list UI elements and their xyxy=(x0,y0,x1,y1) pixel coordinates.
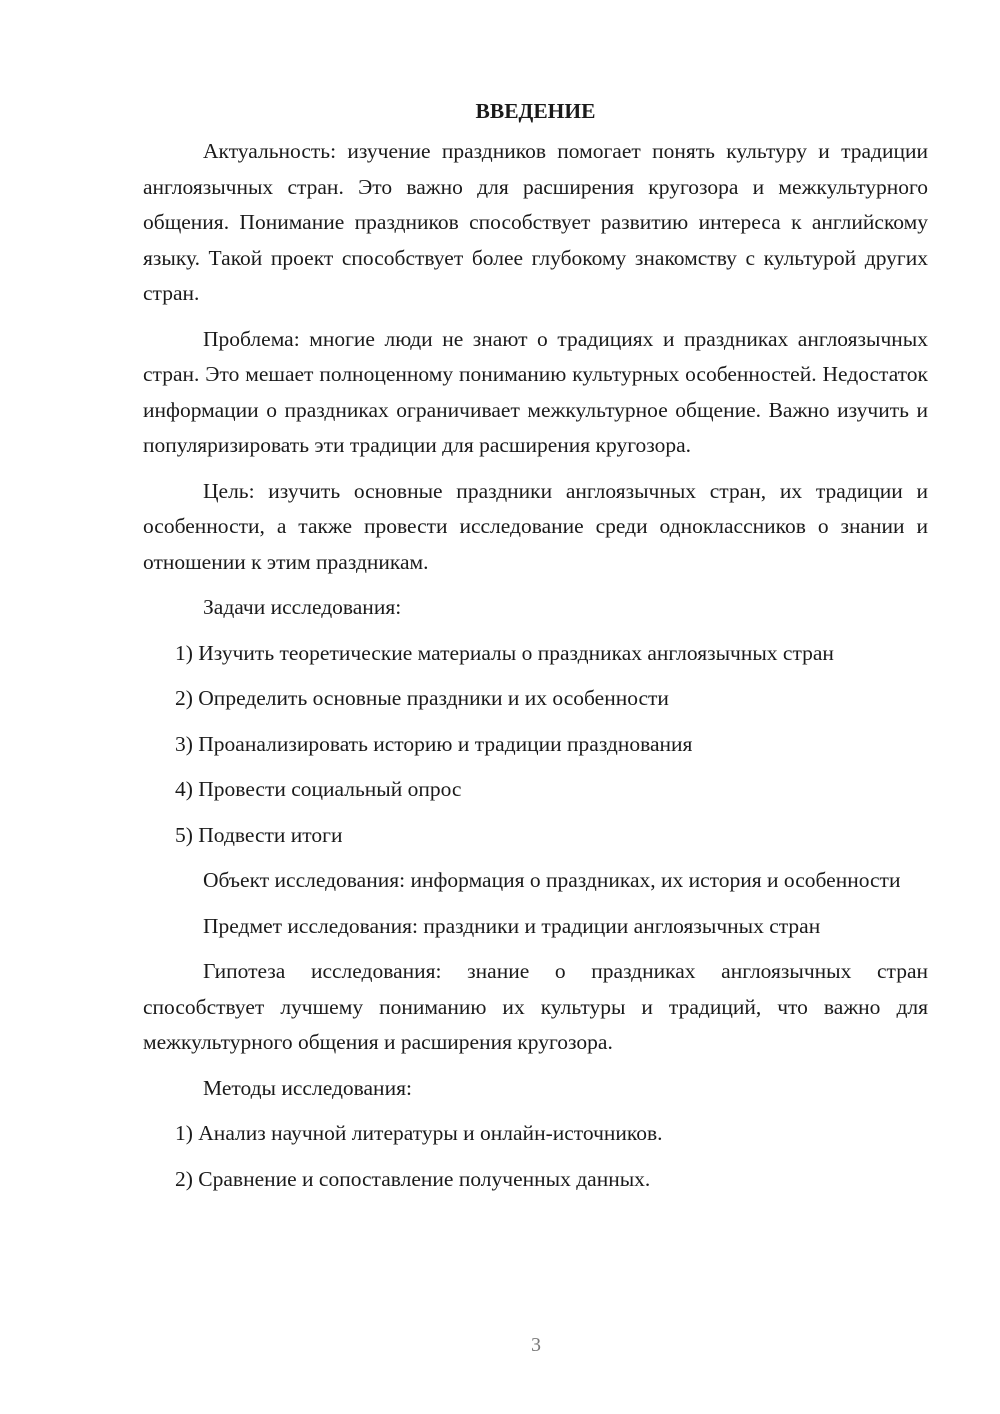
method-item-1: 1) Анализ научной литературы и онлайн-источников. xyxy=(175,1121,663,1145)
task-item-4: 4) Провести социальный опрос xyxy=(175,777,462,801)
page-number: 3 xyxy=(531,1334,541,1356)
relevance-paragraph: Актуальность: изучение праздников помогает понять культуру и традиции англоязычных стран. Это важно для расширения кругозора и межкультурного общения. Понимание праздников способствует развитию интереса к английскому языку. Такой проект способствует более глубокому знакомству с культурой других стран. xyxy=(143,139,928,305)
task-item-1: 1) Изучить теоретические материалы о праздниках англоязычных стран xyxy=(175,640,834,665)
task-item-2: 2) Определить основные праздники и их особенности xyxy=(175,686,669,710)
tasks-heading: Задачи исследования: xyxy=(203,595,402,619)
goal-paragraph: Цель: изучить основные праздники англоязычных стран, их традиции и особенности, а также провести исследование среди одноклассников о знании и отношении к этим праздникам. xyxy=(143,478,928,574)
task-item-5: 5) Подвести итоги xyxy=(175,822,343,847)
task-item-3: 3) Проанализировать историю и традиции празднования xyxy=(175,731,693,756)
document-page xyxy=(143,96,928,1207)
object-paragraph: Объект исследования: информация о праздниках, их история и особенности xyxy=(203,868,901,892)
problem-paragraph: Проблема: многие люди не знают о традициях и праздниках англоязычных стран. Это мешает полноценному пониманию культурных особенностей. Недостаток информации о праздниках ограничивает межкультурное общение. Важно изучить и популяризировать эти традиции для расширения кругозора. xyxy=(143,326,928,457)
page-title: ВВЕДЕНИЕ xyxy=(475,99,596,123)
subject-paragraph: Предмет исследования: праздники и традиции англоязычных стран xyxy=(203,913,821,938)
method-item-2: 2) Сравнение и сопоставление полученных данных. xyxy=(175,1166,651,1191)
hypothesis-paragraph: Гипотеза исследования: знание о праздниках англоязычных стран способствует лучшему пониманию их культуры и традиций, что важно для межкультурного общения и расширения кругозора. xyxy=(143,959,928,1054)
methods-heading: Методы исследования: xyxy=(203,1075,412,1100)
